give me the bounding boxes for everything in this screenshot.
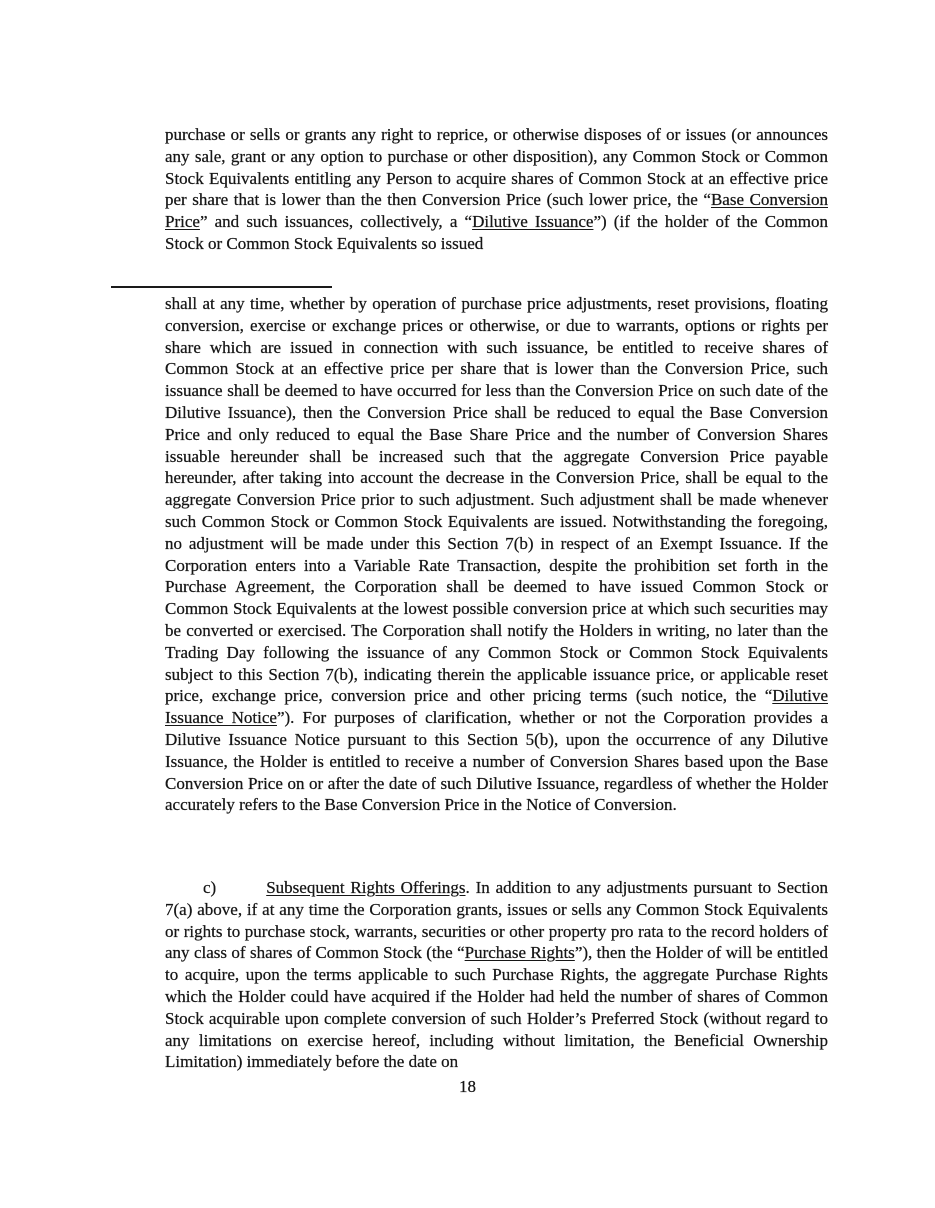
paragraph-subsequent-rights-offerings: c) Subsequent Rights Offerings. In addition to any adjustments pursuant to Section 7(a) above, if at any time the Corporation grants, issues or sells any Common Stock Equivalents or rights to purchase stock, warrants, securities or other property pro rata to the record holders of any class of shares of Common Stock (the “Purchase Rights”), then the Holder of will be entitled to acquire, upon the terms applicable to such Purchase Rights, the aggregate Purchase Rights which the Holder could have acquired if the Holder had held the number of shares of Common Stock acquirable upon complete conversion of such Holder’s Preferred Stock (without regard to any limitations on exercise hereof, including without limitation, the Beneficial Ownership Limitation) immediately before the date on xyxy=(165,878,828,1072)
defined-term-dilutive-issuance-notice: Dilutive Issuance Notice xyxy=(165,686,828,728)
paragraph-footnote-continuation: shall at any time, whether by operation of purchase price adjustments, reset provisions, floating conversion, exercise or exchange prices or otherwise, or due to warrants, options or rights per share which are issued in connection with such issuance, be entitled to receive shares of Common Stock at an effective price per share that is lower than the Conversion Price, such issuance shall be deemed to have occurred for less than the Conversion Price on such date of the Dilutive Issuance), then the Conversion Price shall be reduced to equal the Base Conversion Price and only reduced to equal the Base Share Price and the number of Conversion Shares issuable hereunder shall be increased such that the aggregate Conversion Price payable hereunder, after taking into account the decrease in the Conversion Price, shall be equal to the aggregate Conversion Price prior to such adjustment. Such adjustment shall be made whenever such Common Stock or Common Stock Equivalents are issued. Notwithstanding the foregoing, no adjustment will be made under this Section 7(b) in respect of an Exempt Issuance. If the Corporation enters into a Variable Rate Transaction, despite the prohibition set forth in the Purchase Agreement, the Corporation shall be deemed to have issued Common Stock or Common Stock Equivalents at the lowest possible conversion price at which such securities may be converted or exercised. The Corporation shall notify the Holders in writing, no later than the Trading Day following the issuance of any Common Stock or Common Stock Equivalents subject to this Section 7(b), indicating therein the applicable issuance price, or applicable reset price, exchange price, conversion price and other pricing terms (such notice, the “Dilutive Issuance Notice”). For purposes of clarification, whether or not the Corporation provides a Dilutive Issuance Notice pursuant to this Section 5(b), upon the occurrence of any Dilutive Issuance, the Holder is entitled to receive a number of Conversion Shares based upon the Base Conversion Price on or after the date of such Dilutive Issuance, regardless of whether the Holder accurately refers to the Base Conversion Price in the Notice of Conversion. xyxy=(165,294,828,815)
defined-term-base-conversion-price: Base Conversion Price xyxy=(165,190,828,232)
defined-term-purchase-rights: Purchase Rights xyxy=(464,943,575,963)
defined-term-dilutive-issuance: Dilutive Issuance xyxy=(472,212,594,232)
section-heading-subsequent-rights-offerings: Subsequent Rights Offerings xyxy=(266,878,466,897)
paragraph-dilutive-issuance-intro: purchase or sells or grants any right to reprice, or otherwise disposes of or issues (or announces any sale, grant or any option to purchase or other disposition), any Common Stock or Common Stock Equivalents entitling any Person to acquire shares of Common Stock at an effective price per share that is lower than the then Conversion Price (such lower price, the “Base Conversion Price” and such issuances, collectively, a “Dilutive Issuance”) (if the holder of the Common Stock or Common Stock Equivalents so issued xyxy=(165,125,828,253)
footnote-separator-line xyxy=(111,286,332,288)
page-number: 18 xyxy=(459,1077,476,1096)
list-marker-c: c) xyxy=(203,878,217,897)
